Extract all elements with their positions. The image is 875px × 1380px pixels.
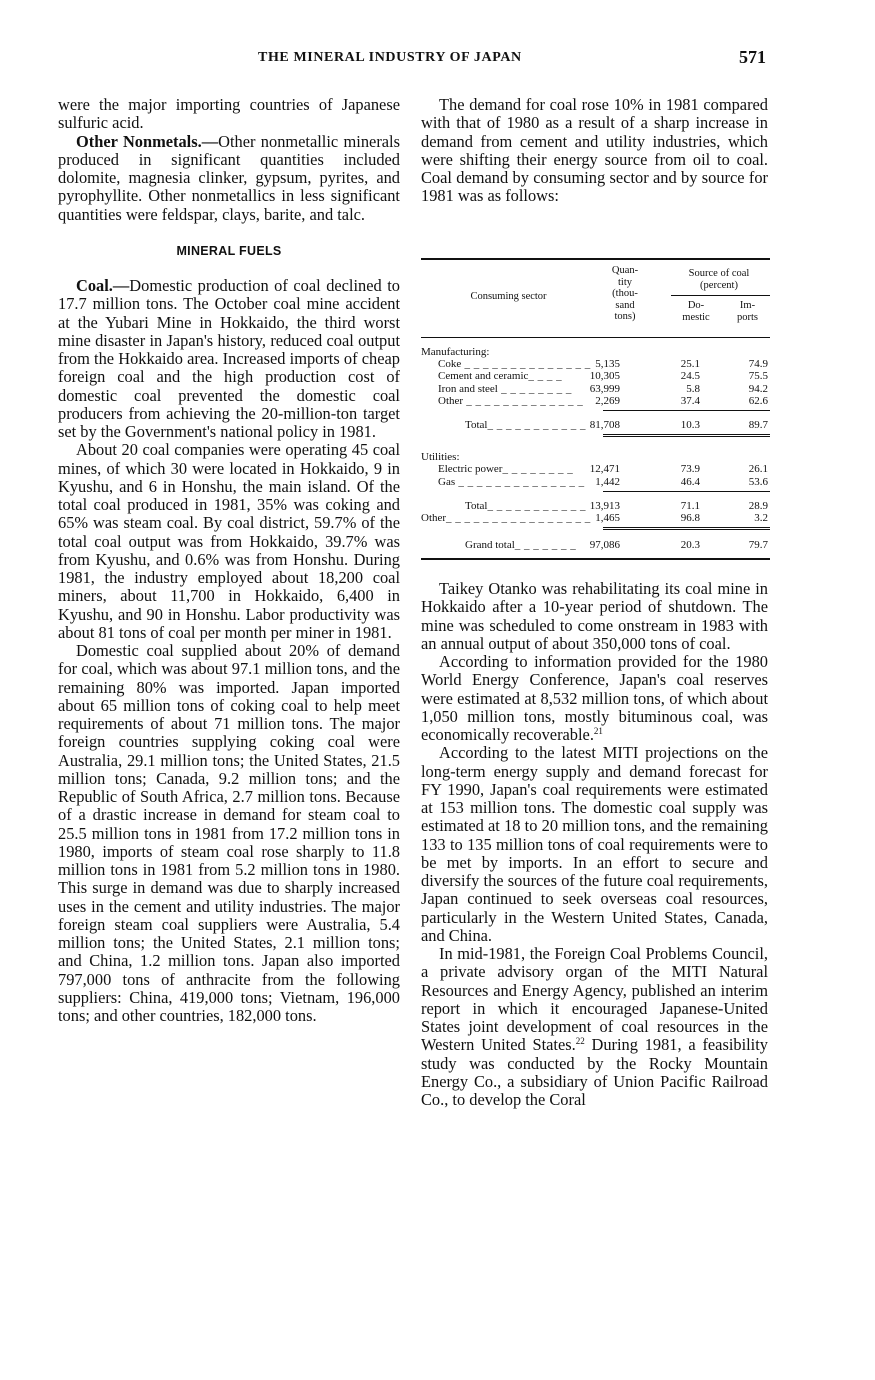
table-row [421, 500, 770, 512]
column-header-sector: Consuming sector [470, 291, 547, 302]
quantity-cell: 63,999 [589, 382, 620, 395]
paragraph-taikey-otanko: Taikey Otanko was rehabilitating its coal mine in Hokkaido after a 10-year period of shutdown. The mine was scheduled to come onstream in 1983 with an annual output of about 350,000 tons of coal. [421, 579, 768, 653]
footnote-ref-22: 22 [575, 1036, 585, 1047]
total-double-rule [603, 434, 770, 437]
table-row [421, 512, 770, 524]
domestic-cell: 71.1 [680, 499, 700, 512]
leader-dots: _ _ _ _ [528, 370, 563, 383]
row-label-text: Manufacturing: [421, 346, 490, 358]
column-header-source: Source of coal (percent) [688, 268, 750, 291]
column-header-domestic: Do- mestic [682, 300, 710, 323]
quantity-cell: 10,305 [589, 370, 620, 383]
run-in-heading-coal: Coal.— [76, 276, 130, 295]
leader-dots: _ _ _ _ _ _ _ _ _ _ _ _ _ _ [455, 475, 585, 488]
domestic-cell: 20.3 [680, 539, 700, 552]
domestic-cell: 46.4 [680, 475, 700, 488]
paragraph-coal-companies: About 20 coal companies were operating 45 coal mines, of which 30 were located in Hokkaido, 9 in Kyushu, and 6 in Honshu, the main island. Of the total coal produced in 1981, 35% was coking and 65% was steam coal. By coal district, 59.7% of the total coal output was from Hokkaido, 39.7% was from Kyushu, and 0.6% was from Honshu. During 1981, the industry employed about 18,200 coal miners, about 11,700 in Hokkaido, 6,400 in Kyushu, and 90 in Honshu. Labor productivity was about 81 tons of coal per month per miner in 1981. [58, 440, 400, 642]
table-row [421, 383, 770, 395]
row-label [421, 451, 460, 463]
row-label-text: Grand total [465, 539, 515, 552]
domestic-cell: 10.3 [680, 418, 700, 431]
row-label-text: Iron and steel [438, 382, 498, 395]
imports-cell: 62.6 [748, 394, 768, 407]
leader-dots: _ _ _ _ _ _ _ _ _ _ _ _ _ _ [461, 358, 591, 371]
row-label [438, 383, 572, 395]
imports-cell: 75.5 [748, 370, 768, 383]
leader-dots: _ _ _ _ _ _ _ [514, 539, 577, 552]
paragraph-coal-reserves [421, 653, 768, 744]
row-label-text: Total [465, 418, 488, 431]
column-header-quantity: Quan- tity (thou- sand tons) [611, 265, 639, 323]
quantity-cell: 1,465 [595, 511, 620, 524]
leader-dots: _ _ _ _ _ _ _ _ _ _ _ [487, 418, 586, 431]
subtotal-rule [603, 410, 770, 411]
quantity-cell: 5,135 [595, 358, 620, 371]
paragraph-coal-imports: Domestic coal supplied about 20% of demand for coal, which was about 97.1 million tons, and the remaining 80% was imported. Japan imported about 65 million tons of coking coal to help meet requirements of about 71 million tons. The major foreign countries supplying coking coal were Australia, 29.1 million tons; the United States, 21.5 million tons; Canada, 9.2 million tons; and the Republic of South Africa, 2.7 million tons. Because of a drastic increase in demand for steam coal to 25.5 million tons in 1981 from 17.2 million tons in 1980, imports of steam coal rose sharply to 11.8 million tons in 1981 from 5.2 million tons in 1980. This surge in demand was due to sharply increased uses in the cement and utility industries. The major foreign steam coal suppliers were Australia, 5.4 million tons; the United States, 2.1 million tons; and China, 1.2 million tons. Japan also imported 797,000 tons of anthracite from the following suppliers: China, 419,000 tons; Vietnam, 196,000 tons; and other countries, 182,000 tons. [58, 641, 400, 1025]
row-label-text: Utilities: [421, 451, 460, 464]
right-column [421, 96, 768, 206]
paragraph-foreign-coal-council [421, 945, 768, 1109]
table-row [421, 539, 770, 551]
domestic-cell: 5.8 [686, 382, 700, 395]
quantity-cell: 1,442 [595, 475, 620, 488]
row-label [465, 539, 576, 551]
leader-dots: _ _ _ _ _ _ _ _ _ _ _ _ _ [463, 394, 584, 407]
page-header [58, 47, 770, 74]
table-row [421, 451, 770, 463]
total-double-rule [603, 527, 770, 530]
quantity-cell: 97,086 [589, 539, 620, 552]
imports-cell: 89.7 [748, 418, 768, 431]
row-label [438, 358, 591, 370]
paragraph-text: According to information provided for the 1980 World Energy Conference, Japan's coal reserves were estimated at 8,532 million tons, of which about 1,050 million tons, mostly bituminous coal, was economically recoverable. [421, 652, 768, 744]
quantity-cell: 13,913 [589, 499, 620, 512]
table-row [421, 370, 770, 382]
table-row [421, 346, 770, 358]
table-body [421, 338, 770, 560]
coal-demand-table [421, 258, 770, 560]
paragraph-coal-demand: The demand for coal rose 10% in 1981 compared with that of 1980 as a result of a sharp increase in demand from cement and utility industries, which were shifting their energy source from oil to coal. Coal demand by consuming sector and by source for 1981 was as follows: [421, 95, 768, 206]
imports-cell: 26.1 [748, 463, 768, 476]
domestic-cell: 73.9 [680, 463, 700, 476]
quantity-cell: 12,471 [589, 463, 620, 476]
table-row [421, 476, 770, 488]
row-label-text: Other [421, 511, 447, 524]
row-label-text: Cement and ceramic [438, 370, 529, 383]
row-label-text: Other [438, 394, 464, 407]
page-number: 571 [739, 47, 766, 67]
row-label [438, 395, 583, 407]
leader-dots: _ _ _ _ _ _ _ _ _ _ _ [487, 499, 586, 512]
paragraph-sulfuric-acid: were the major importing countries of Japanese sulfuric acid. [58, 95, 400, 133]
footnote-ref-21: 21 [593, 726, 603, 736]
paragraph-miti-projections: According to the latest MITI projections on the long-term energy supply and demand forecast for FY 1990, Japan's coal requirements were estimated at 153 million tons. The domestic coal supply was estimated at 18 to 20 million tons, and the remaining 133 to 135 million tons of coal requirements were to be met by imports. In an effort to secure and diversify the sources of the future coal requirements, Japan continued to seek overseas coal resources, particularly in the Western United States, Canada, and China. [421, 743, 768, 945]
domestic-cell: 25.1 [680, 358, 700, 371]
source-header-rule [671, 295, 770, 296]
imports-cell: 3.2 [754, 511, 768, 524]
row-label [465, 500, 586, 512]
run-in-heading-other-nonmetals: Other Nonmetals.— [76, 131, 219, 151]
imports-cell: 74.9 [748, 358, 768, 371]
left-column [58, 96, 400, 1025]
quantity-cell: 81,708 [589, 418, 620, 431]
row-label [438, 476, 585, 488]
row-label-text: Total [465, 499, 488, 512]
table-header [421, 260, 770, 337]
running-title: THE MINERAL INDUSTRY OF JAPAN [258, 50, 522, 65]
paragraph-text: Domestic production of coal declined to 17.7 million tons. The October coal mine accident at the Yubari Mine in Hokkaido, the third worst mine disaster in Japan's history, reduced coal output from the Hokkaido area. Increased imports of cheap foreign coal and the high production cost of domestic coal prevented the domestic coal producers from achieving the 20-million-ton target set by the Government's national policy in 1981. [58, 276, 400, 441]
subtotal-rule [603, 491, 770, 492]
row-label [421, 346, 489, 358]
table-row [421, 463, 770, 475]
leader-dots: _ _ _ _ _ _ _ _ [497, 382, 572, 395]
quantity-cell: 2,269 [595, 394, 620, 407]
imports-cell: 53.6 [748, 475, 768, 488]
row-label [438, 370, 562, 382]
row-label [421, 512, 591, 524]
row-label-text: Coke [438, 358, 462, 371]
imports-cell: 79.7 [748, 539, 768, 552]
leader-dots: _ _ _ _ _ _ _ _ [502, 463, 574, 476]
domestic-cell: 24.5 [680, 370, 700, 383]
section-heading-mineral-fuels: MINERAL FUELS [176, 243, 282, 258]
row-label [438, 463, 573, 475]
imports-cell: 28.9 [748, 499, 768, 512]
row-label [465, 419, 586, 431]
paragraph-text: During 1981, a feasibility study was conducted by the Rocky Mountain Energy Co., a subsidiary of Union Pacific Railroad Co., to develop the Coral [421, 1035, 768, 1109]
domestic-cell: 37.4 [680, 394, 700, 407]
paragraph-text: Other nonmetallic minerals produced in significant quantities included dolomite, magnesia clinker, gypsum, pyrites, and pyrophyllite. Other nonmetallics in less significant quantities were feldspar, clays, barite, and talc. [58, 131, 400, 224]
imports-cell: 94.2 [748, 382, 768, 395]
paragraph-text: In mid-1981, the Foreign Coal Problems Council, a private advisory organ of the MITI Natural Resources and Energy Agency, published an interim report in which it encouraged Japanese-United States joint development of coal resources in the Western United States. [421, 944, 768, 1055]
row-label-text: Electric power [438, 463, 503, 476]
leader-dots: _ _ _ _ _ _ _ _ _ _ _ _ _ _ _ _ [446, 511, 591, 524]
column-header-imports: Im- ports [737, 300, 758, 323]
row-label-text: Gas [438, 475, 456, 488]
table-row [421, 358, 770, 370]
table-row [421, 395, 770, 407]
table-row [421, 419, 770, 431]
paragraph-other-nonmetals [58, 133, 400, 224]
domestic-cell: 96.8 [680, 511, 700, 524]
paragraph-coal [58, 277, 400, 441]
table-bottom-rule [421, 558, 770, 560]
right-column-lower [421, 580, 768, 1109]
